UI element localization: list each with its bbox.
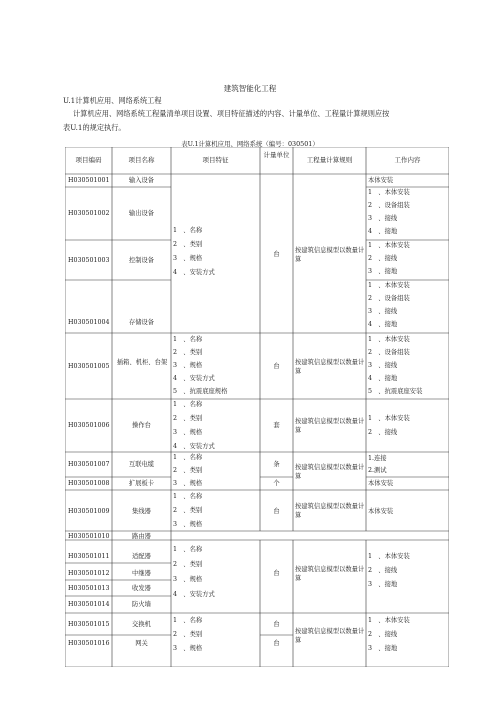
work-cell: 本体安装 [368, 177, 394, 184]
features-list-item: 1 、名称 [173, 227, 203, 234]
name-cell: 交换机 [132, 621, 151, 628]
features-list-item: 3 、规格 [173, 255, 203, 262]
features-list-item: 3 、规格 [173, 521, 203, 528]
work-list-item: 3 、接地 [368, 645, 398, 652]
work-list-item: 2 、接线 [368, 631, 398, 638]
features-list-item: 1 、名称 [173, 493, 203, 500]
work-list-item: 1 、本体安装 [368, 282, 410, 289]
header-item-name: 项目名称 [128, 156, 155, 164]
document-title: 建筑智能化工程 [223, 84, 277, 93]
name-cell: 网关 [135, 640, 148, 647]
unit-cell: 条 [273, 461, 280, 468]
section-heading: U.1计算机应用、网络系统工程 [63, 96, 162, 105]
table-caption: 表U.1计算机应用、网络系统（编号：030501） [181, 140, 319, 148]
unit-cell: 台 [273, 251, 280, 258]
work-list-item: 1 、本体安装 [368, 189, 410, 196]
rule-cell: 按建筑信息模型以数量计算 [295, 464, 365, 480]
code-cell: H030501014 [68, 601, 110, 608]
name-cell: 扩展板卡 [128, 480, 155, 487]
features-list-item: 2 、类别 [173, 631, 203, 638]
features-list-item: 3 、规格 [173, 429, 203, 436]
features-list-item: 3 、规格 [173, 480, 203, 487]
header-work: 工作内容 [394, 156, 421, 164]
name-cell: 集线器 [132, 508, 151, 515]
work-list-item: 1.连接 [368, 455, 387, 462]
features-list-item: 1 、名称 [173, 401, 203, 408]
work-cell: 本体安装 [368, 480, 394, 487]
features-list-item: 1 、名称 [173, 546, 203, 553]
rule-cell: 按建筑信息模型以数量计算 [295, 418, 365, 434]
name-cell: 中继器 [132, 570, 151, 577]
code-cell: H030501011 [68, 553, 110, 560]
features-list-item: 2 、类别 [173, 241, 203, 248]
name-cell: 输入设备 [128, 177, 155, 184]
work-list-item: 5 、抗震底座安装 [368, 388, 423, 395]
work-list-item: 4 、接地 [368, 228, 398, 235]
code-cell: H030501005 [68, 363, 110, 370]
rule-cell: 按建筑信息模型以数量计算 [295, 566, 365, 582]
unit-cell: 台 [273, 363, 280, 370]
work-list-item: 1 、本体安装 [368, 336, 410, 343]
features-list-item: 2 、类别 [173, 415, 203, 422]
header-rule: 工程量计算规则 [306, 156, 353, 164]
intro-paragraph-line-1: 计算机应用、网络系统工程量清单项目设置、项目特征描述的内容、计量单位、工程量计算规则应按 [73, 109, 390, 118]
work-list-item: 3 、接地 [368, 581, 398, 588]
work-list-item: 1 、本体安装 [368, 617, 410, 624]
code-cell: H030501010 [68, 533, 110, 540]
work-list-item: 4 、接地 [368, 375, 398, 382]
intro-paragraph-line-2: 表U.1的规定执行。 [63, 123, 126, 132]
work-list-item: 1 、本体安装 [368, 415, 410, 422]
rule-cell: 按建筑信息模型以数量计算 [295, 359, 365, 375]
features-list-item: 4 、安装方式 [173, 443, 215, 450]
features-list-item: 1 、名称 [173, 454, 203, 461]
work-cell: 本体安装 [368, 508, 394, 515]
code-cell: H030501002 [68, 210, 110, 217]
work-list-item: 2 、设备组装 [368, 202, 410, 209]
work-list-item: 3 、接地 [368, 268, 398, 275]
work-list-item: 2 、接线 [368, 255, 398, 262]
unit-cell: 套 [273, 422, 280, 429]
code-cell: H030501013 [68, 585, 110, 592]
name-cell: 存储设备 [128, 319, 155, 326]
code-cell: H030501016 [68, 640, 110, 647]
features-list-item: 4 、安装方式 [173, 591, 215, 598]
code-cell: H030501006 [68, 422, 110, 429]
work-list-item: 3 、接线 [368, 362, 398, 369]
features-list-item: 2 、类别 [173, 561, 203, 568]
features-list-item: 1 、名称 [173, 617, 203, 624]
work-list-item: 2 、设备组装 [368, 349, 410, 356]
features-list-item: 3 、规格 [173, 576, 203, 583]
features-list-item: 3 、规格 [173, 362, 203, 369]
header-unit: 计量单位 [263, 151, 290, 159]
code-cell: H030501004 [68, 319, 110, 326]
unit-cell: 个 [273, 480, 280, 487]
code-cell: H030501009 [68, 508, 110, 515]
name-cell: 插箱、机柜、台架 [116, 359, 168, 366]
work-list-item: 2 、接线 [368, 567, 398, 574]
name-cell: 互联电缆 [128, 461, 155, 468]
code-cell: H030501001 [68, 177, 110, 184]
work-list-item: 3 、接线 [368, 215, 398, 222]
work-list-item: 2.测试 [368, 467, 387, 474]
name-cell: 适配器 [132, 553, 151, 560]
features-list-item: 3 、规格 [173, 645, 203, 652]
features-list-item: 4 、安装方式 [173, 375, 215, 382]
features-list-item: 5 、抗震底座规格 [173, 388, 228, 395]
unit-cell: 台 [273, 508, 280, 515]
code-cell: H030501003 [68, 257, 110, 264]
unit-cell: 台 [273, 640, 280, 647]
name-cell: 输出设备 [128, 210, 155, 217]
work-list-item: 1 、本体安装 [368, 242, 410, 249]
features-list-item: 4 、安装方式 [173, 269, 215, 276]
header-features: 项目特征 [202, 156, 229, 164]
features-list-item: 2 、类别 [173, 349, 203, 356]
features-list-item: 2 、类别 [173, 507, 203, 514]
code-cell: H030501015 [68, 621, 110, 628]
name-cell: 控制设备 [128, 257, 155, 264]
code-cell: H030501008 [68, 480, 110, 487]
header-item-code: 项目编码 [75, 156, 102, 164]
work-list-item: 2 、设备组装 [368, 295, 410, 302]
features-list-item: 1 、名称 [173, 336, 203, 343]
name-cell: 操作台 [132, 422, 151, 429]
rule-cell: 按建筑信息模型以数量计算 [295, 628, 365, 644]
code-cell: H030501007 [68, 461, 110, 468]
name-cell: 收发器 [132, 585, 151, 592]
features-list-item: 2 、类别 [173, 467, 203, 474]
rule-cell: 按建筑信息模型以数量计算 [295, 503, 365, 519]
unit-cell: 台 [273, 570, 280, 577]
unit-cell: 台 [273, 621, 280, 628]
work-list-item: 3 、接线 [368, 308, 398, 315]
code-cell: H030501012 [68, 570, 110, 577]
work-list-item: 1 、本体安装 [368, 553, 410, 560]
name-cell: 防火墙 [132, 601, 151, 608]
rule-cell: 按建筑信息模型以数量计算 [295, 247, 365, 263]
name-cell: 路由器 [132, 533, 151, 540]
work-list-item: 4 、接地 [368, 321, 398, 328]
work-list-item: 2 、接线 [368, 429, 398, 436]
